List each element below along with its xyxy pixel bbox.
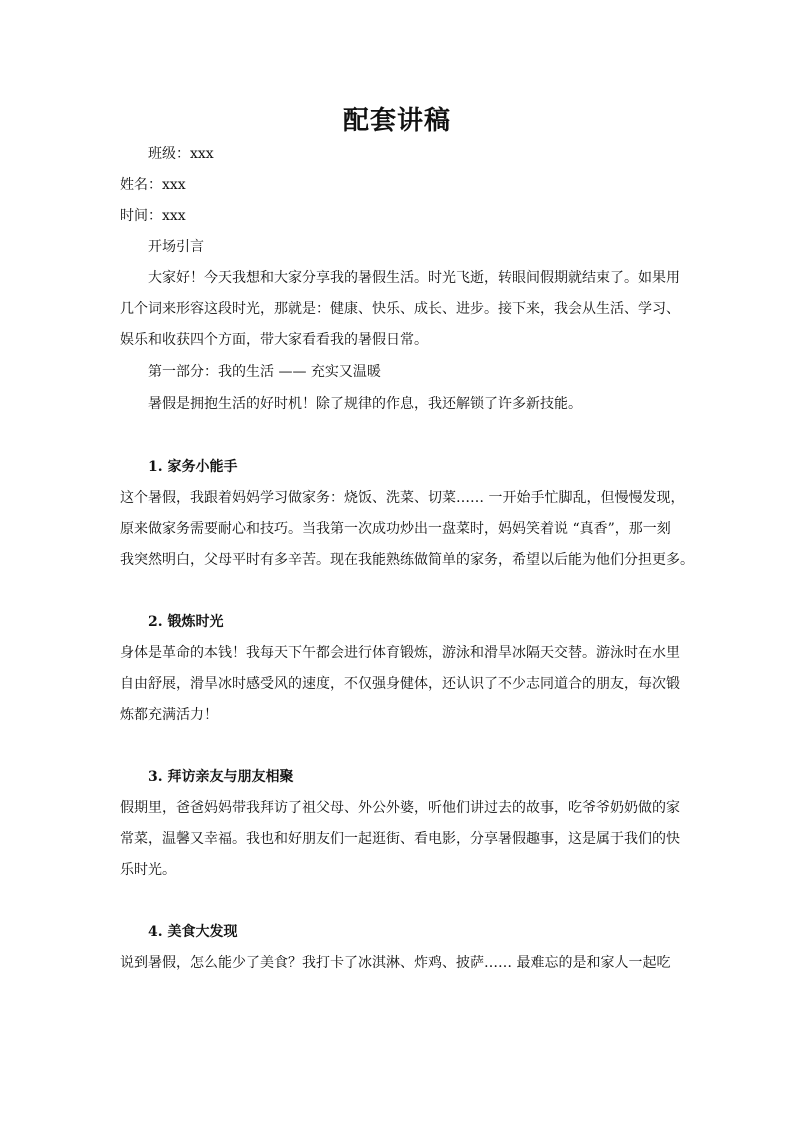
section-line: 原来做家务需要耐心和技巧。当我第一次成功炒出一盘菜时，妈妈笑着说 “真香”，那一刻 — [120, 521, 671, 537]
section-line: 常菜，温馨又幸福。我也和好朋友们一起逛街、看电影，分享暑假趣事，这是属于我们的快 — [120, 831, 680, 847]
section-heading-exercise: 2. 锻炼时光 — [148, 614, 224, 630]
section-line: 乐时光。 — [120, 862, 176, 878]
section-line: 我突然明白，父母平时有多辛苦。现在我能熟练做简单的家务，希望以后能为他们分担更多。 — [120, 552, 694, 568]
intro-line-3: 娱乐和收获四个方面，带大家看看我的暑假日常。 — [120, 332, 428, 348]
page-title: 配套讲稿 — [342, 106, 451, 136]
part1-heading: 第一部分：我的生活 —— 充实又温暖 — [148, 364, 381, 380]
section-heading-chores: 1. 家务小能手 — [148, 459, 238, 475]
intro-line-1: 大家好！今天我想和大家分享我的暑假生活。时光飞逝，转眼间假期就结束了。如果用 — [148, 270, 680, 286]
intro-heading: 开场引言 — [148, 239, 204, 255]
section-line: 身体是革命的本钱！我每天下午都会进行体育锻炼，游泳和滑旱冰隔天交替。游泳时在水里 — [120, 645, 680, 661]
section-heading-food: 4. 美食大发现 — [148, 924, 238, 940]
section-heading-visits: 3. 拜访亲友与朋友相聚 — [148, 769, 294, 785]
class-line: 班级：xxx — [148, 146, 214, 162]
section-line: 炼都充满活力！ — [120, 707, 218, 723]
name-line: 姓名：xxx — [120, 177, 186, 193]
time-line: 时间：xxx — [120, 208, 186, 224]
section-line: 假期里，爸爸妈妈带我拜访了祖父母、外公外婆，听他们讲过去的故事，吃爷爷奶奶做的家 — [120, 800, 680, 816]
section-line: 这个暑假，我跟着妈妈学习做家务：烧饭、洗菜、切菜…… 一开始手忙脚乱，但慢慢发现， — [120, 490, 685, 506]
intro-line-2: 几个词来形容这段时光，那就是：健康、快乐、成长、进步。接下来，我会从生活、学习、 — [120, 301, 680, 317]
section-line: 自由舒展，滑旱冰时感受风的速度，不仅强身健体，还认识了不少志同道合的朋友，每次锻 — [120, 676, 680, 692]
section-line: 说到暑假，怎么能少了美食？我打卡了冰淇淋、炸鸡、披萨…… 最难忘的是和家人一起吃 — [120, 955, 671, 971]
part1-lead: 暑假是拥抱生活的好时机！除了规律的作息，我还解锁了许多新技能。 — [148, 396, 582, 412]
